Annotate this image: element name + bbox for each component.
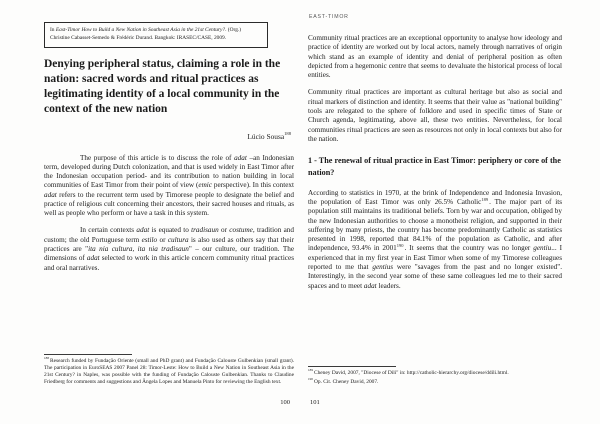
body-paragraph: Community ritual practices are an exceptional opportunity to analyse how ideology and practice of identity are worked out by local actors, namely through narratives of origin which stand as an example of identity and denial of peripheral position as often depicted from a hegemonic centre that seems to devaluate the historical process of local entities. — [308, 34, 562, 80]
chapter-title: Denying peripheral status, claiming a role in the nation: sacred words and ritual practices as legitimating identity of a local community in the context of the new nation — [44, 57, 281, 115]
citation-box: In East-Timor How to Build a New Nation in Southeast Asia in the 21st Century?. (Org.) Christine Cabasset-Semedo & Frédéric Durand. Bangkok: IRASEC/CASE, 2009. — [44, 22, 268, 48]
page-number: 101 — [310, 399, 320, 406]
footnote-text: Op. Cit. Cheney David, 2007. — [314, 378, 379, 385]
footnote — [308, 379, 562, 386]
author-line — [44, 132, 292, 141]
footnote-separator — [308, 366, 396, 367]
footnote-ref: 189 — [308, 367, 313, 372]
running-header: EAST-TIMOR — [309, 14, 349, 20]
body-paragraph: In certain contexts adat is equated to tradisaun or costume, tradition and custom; the old Portuguese term estilo or cultura is also used as others say that their practices are "ita nia cultura, ita nia tradisaun" – our culture, our tradition. The dimensions of adat selected to work in this article concern community ritual practices and oral narratives. — [44, 226, 295, 272]
footnote-ref: 190 — [308, 377, 313, 382]
footnote-text: Research funded by Fundação Oriente (small and PhD grant) and Fundação Calouste Gulbenkian (small grant). The participation in EuroSEAS 2007 Panel 28: Timor-Leste: How to Build a New Nation in Southeast Asia in the 21st Century? in Naples, was possible with the funding of Fundação Calouste Gulbenkian. Thanks to Claudine Friedberg for comments and suggestions and Ângela Lopes and Manuela Pinto for reviewing the English text. — [44, 357, 294, 385]
body-paragraph: Community ritual practices are important as cultural heritage but also as social and ritual markers of distinction and identity. It seems that their value as "national building" tools are relegated to the sphere of folklore and used in specific times of State or Church agenda, legitimating, above all, these two entities. Nevertheless, for local communities ritual practices are seen as resources not only in local contexts but also for the nation. — [308, 88, 562, 143]
footnote-text: Cheney David, 2007, "Diocese of Dili" in: http://catholic-hierarchy.org/diocese/ddili.html. — [314, 369, 509, 376]
author-footnote-ref: 188 — [284, 131, 291, 137]
body-text — [44, 154, 294, 273]
footnote-separator — [44, 354, 132, 355]
body-paragraph: According to statistics in 1970, at the brink of Independence and Indonesia Invasion, the population of East Timor was only 26.5% Catholic$^{189}$. The major part of its population still maintains its traditional beliefs. Torn by war and occupation, obliged by the new Indonesian authorities to choose a monotheist religion, and supported in their suffering by many priests, the country has become predominantly Catholic as statistics presented in 1998, reported that 84.1% of the population as Catholic, and after independence, 93.4% in 2001$^{190}$. It seems that the country was no longer gentiu... I experienced that in my first year in East Timor when some of my Timorese colleagues reported to me that gentius were "savages from the past and no longer existed". Interestingly, in the second year some of these same colleagues led me to their sacred spaces and to meet adat leaders. — [308, 188, 563, 290]
body-text — [308, 34, 562, 291]
author-name: Lúcio Sousa — [247, 131, 285, 141]
section-heading: 1 - The renewal of ritual practice in East Timor: periphery or core of the nation? — [308, 156, 561, 178]
footnote-block — [308, 366, 562, 388]
footnote-ref: 188 — [44, 355, 49, 360]
right-page — [308, 12, 562, 412]
body-paragraph: The purpose of this article is to discuss the role of adat –an Indonesian term, developed during Dutch colonization, and that is used widely in East Timor after the Indonesian occupation period- and its contribution to nation building in local communities of East Timor from their point of view (emic perspective). In this context adat refers to the recurrent term used by Timorese people to designate the belief and practice of religious cult concerning their ancestors, their sacred houses and rituals, as well as people who perform or have a task in this system. — [44, 153, 294, 218]
footnote — [44, 355, 294, 387]
page-number: 100 — [280, 399, 290, 406]
footnote — [308, 367, 562, 377]
left-page — [44, 22, 294, 412]
footnote-block — [44, 354, 294, 389]
